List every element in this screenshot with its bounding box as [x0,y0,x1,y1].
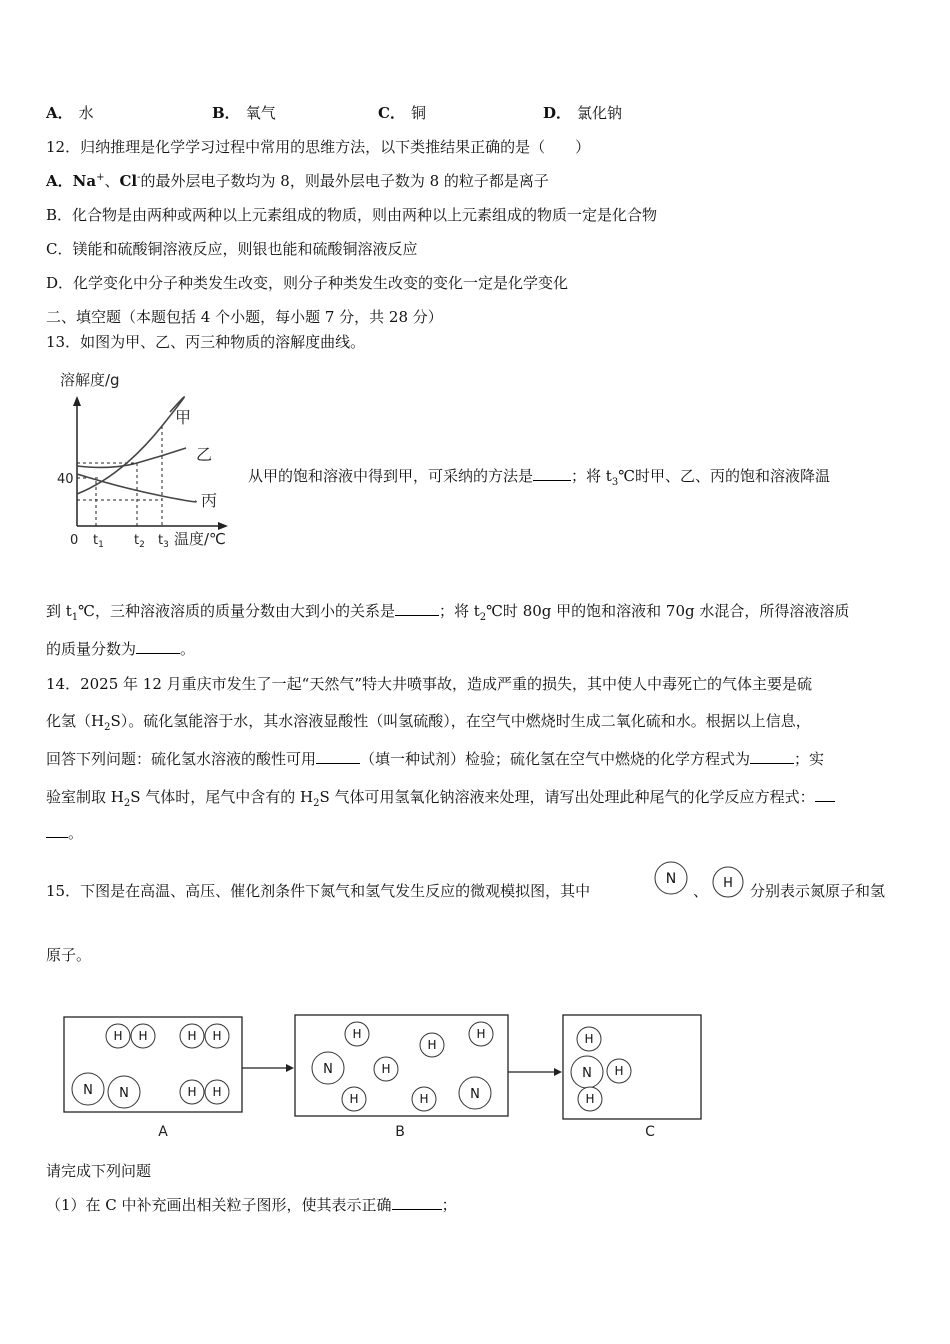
y-tick-40: 40 [57,472,74,487]
q13-side-text: 从甲的饱和溶液中得到甲，可采纳的方法是 ；将 $t_3℃$时甲、乙、丙的饱和溶液降温 [248,467,830,488]
svg-text:H: H [723,876,733,891]
blank-6b[interactable] [46,824,68,838]
option-c: C． 铜 [378,104,426,122]
svg-text:H: H [212,1085,222,1099]
label-a: A [158,1124,168,1140]
q13-line3: 的质量分数为 。 [46,640,196,658]
svg-text:N: N [119,1086,129,1101]
box-b-atoms [312,1022,493,1111]
option-a: A． 水 [46,104,94,122]
chart-xlabel: 温度/℃ [174,530,226,548]
q13-line2: 到 $t_1℃$，三种溶液溶质的质量分数由大到小的关系是 ；将 $t_2℃$时 80g 甲的饱和溶液和 70g 水混合，所得溶液溶质 [46,602,850,623]
option-b: B． 氧气 [212,104,276,122]
blank-5[interactable] [750,750,794,764]
q14-line5: 。 [46,822,83,843]
q12-option-b: B．化合物是由两种或两种以上元素组成的物质，则由两种以上元素组成的物质一定是化合物 [46,206,658,224]
blank-7[interactable] [392,1196,442,1210]
section-heading: 二、填空题（本题包括 4 个小题，每小题 7 分，共 28 分） [46,308,443,326]
q15-prompt: 请完成下列问题 [46,1162,152,1180]
svg-text:H: H [187,1085,197,1099]
chart-ylabel: 溶解度/g [60,371,120,389]
q15-line1-b: 分别表示氮原子和氢 [750,882,886,900]
option-d: D． 氯化钠 [543,104,623,122]
y-axis-arrow [73,396,81,406]
legend-yi: 乙 [196,445,213,464]
x-tick-t2: $t_2$ [134,533,145,550]
reaction-diagram [60,1010,710,1145]
label-b: B [395,1124,405,1140]
curve-yi [77,448,186,467]
blank-3[interactable] [136,640,180,654]
svg-text:N: N [323,1062,333,1077]
blank-2[interactable] [395,602,439,616]
nitrogen-atom-legend [653,860,691,898]
box-c-molecule [571,1027,631,1111]
q13-stem: 13．如图为甲、乙、丙三种物质的溶解度曲线。 [46,333,366,351]
q12-option-a: A．Na+、Cl-的最外层电子数均为 8，则最外层电子数为 8 的粒子都是离子 [46,172,549,190]
q14-line4: 验室制取 $H_2S$ 气体时，尾气中含有的 $H_2S$ 气体可用氢氧化钠溶液来处理，请写出处理此种尾气的化学反应方程式： [46,786,835,809]
legend-jia: 甲 [175,408,192,427]
svg-text:H: H [187,1029,197,1043]
svg-text:N: N [83,1083,93,1098]
svg-text:H: H [476,1027,486,1041]
q12-option-c: C．镁能和硫酸铜溶液反应，则银也能和硫酸铜溶液反应 [46,240,418,258]
svg-text:H: H [381,1062,391,1076]
q14-line1: 14．2025 年 12 月重庆市发生了一起“天然气”特大井喷事故，造成严重的损失，其中使人中毒死亡的气体主要是硫 [46,675,812,693]
svg-text:N: N [470,1087,480,1102]
origin-label: 0 [70,533,79,548]
blank-1[interactable] [533,467,571,481]
solubility-chart [52,368,242,554]
svg-text:H: H [614,1064,624,1078]
svg-text:H: H [585,1092,595,1106]
blank-6a[interactable] [815,788,835,802]
x-tick-t3: $t_3$ [158,533,169,550]
q12-stem: 12．归纳推理是化学学习过程中常用的思维方法，以下类推结果正确的是（ ） [46,138,591,156]
q15-sep: 、 [693,882,709,900]
q15-sub1: （1）在 C 中补充画出相关粒子图形，使其表示正确 ； [46,1196,457,1214]
svg-text:H: H [584,1032,594,1046]
svg-text:H: H [419,1092,429,1106]
svg-text:N: N [665,871,677,887]
svg-text:H: H [349,1092,359,1106]
q15-line1: 15．下图是在高温、高压、催化剂条件下氮气和氢气发生反应的微观模拟图，其中 [46,882,591,900]
q15-line2: 原子。 [46,946,92,964]
q12-option-d: D．化学变化中分子种类发生改变，则分子种类发生改变的变化一定是化学变化 [46,274,569,292]
blank-4[interactable] [316,750,360,764]
label-c: C [645,1124,655,1140]
svg-text:H: H [352,1027,362,1041]
box-a-molecules [72,1024,229,1108]
svg-text:H: H [138,1029,148,1043]
legend-bing: 丙 [201,491,218,510]
x-tick-t1: $t_1$ [93,533,104,550]
svg-text:H: H [113,1029,123,1043]
hydrogen-atom-legend [711,865,747,899]
x-axis-arrow [218,522,228,530]
svg-text:H: H [427,1038,437,1052]
q14-line3: 回答下列问题：硫化氢水溶液的酸性可用 （填一种试剂）检验；硫化氢在空气中燃烧的化学方程式为 ；实 [46,750,825,768]
q14-line2: 化氢$(H_2S)$。硫化氢能溶于水，其水溶液显酸性（叫氢硫酸），在空气中燃烧时生成二氧化硫和水。根据以上信息， [46,712,811,733]
svg-text:H: H [212,1029,222,1043]
svg-text:N: N [582,1066,592,1081]
